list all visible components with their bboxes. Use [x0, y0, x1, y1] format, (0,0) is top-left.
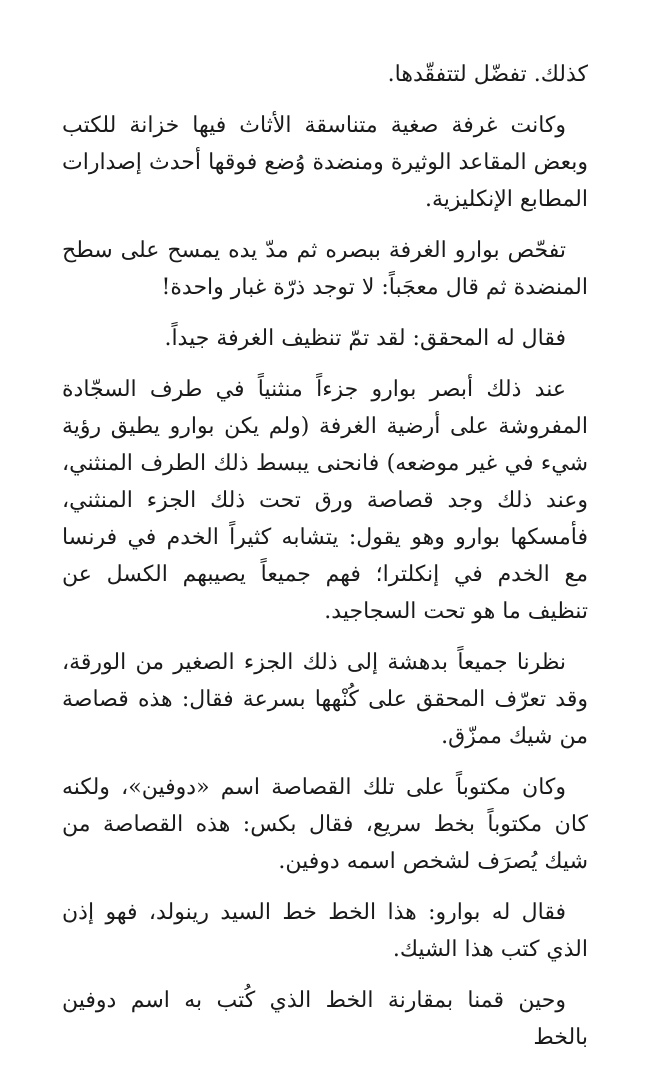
paragraph: وكان مكتوباً على تلك القصاصة اسم «دوفين»، ولكنه كان مكتوباً بخط سريع، فقال بكس: هذه القصاصة من شيك يُصرَف لشخص اسمه دوفين.: [62, 775, 588, 874]
paragraph: فقال له المحقق: لقد تمّ تنظيف الغرفة جيداً.: [164, 326, 566, 351]
paragraph: فقال له بوارو: هذا الخط خط السيد رينولد، فهو إذن الذي كتب هذا الشيك.: [62, 900, 588, 962]
paragraph: نظرنا جميعاً بدهشة إلى ذلك الجزء الصغير من الورقة، وقد تعرّف المحقق على كُنْهها بسرعة فقال: هذه قصاصة من شيك ممزّق.: [62, 650, 588, 749]
paragraph: عند ذلك أبصر بوارو جزءاً منثنياً في طرف السجّادة المفروشة على أرضية الغرفة (ولم يكن بوارو يطيق رؤية شيء في غير موضعه) فانحنى يبسط ذلك الطرف المنثني، وعند ذلك وجد قصاصة ورق تحت ذلك الجزء المنثني، فأمسكها بوارو وهو يقول: يتشابه كثيراً الخدم في فرنسا مع الخدم في إنكلترا؛ فهم جميعاً يصيبهم الكسل عن تنظيف ما هو تحت السجاجيد.: [62, 377, 588, 624]
paragraph: كذلك. تفضّل لتتفقّدها.: [387, 62, 588, 87]
paragraph: وكانت غرفة صغية متناسقة الأثاث فيها خزانة للكتب وبعض المقاعد الوثيرة ومنضدة وُضع فوقها أحدث إصدارات المطابع الإنكليزية.: [62, 113, 588, 212]
paragraph: وحين قمنا بمقارنة الخط الذي كُتب به اسم دوفين بالخط: [62, 988, 588, 1050]
book-page: [62, 56, 588, 1070]
paragraph: تفحّص بوارو الغرفة ببصره ثم مدّ يده يمسح على سطح المنضدة ثم قال معجَباً: لا توجد ذرّة غبار واحدة!: [62, 238, 588, 300]
